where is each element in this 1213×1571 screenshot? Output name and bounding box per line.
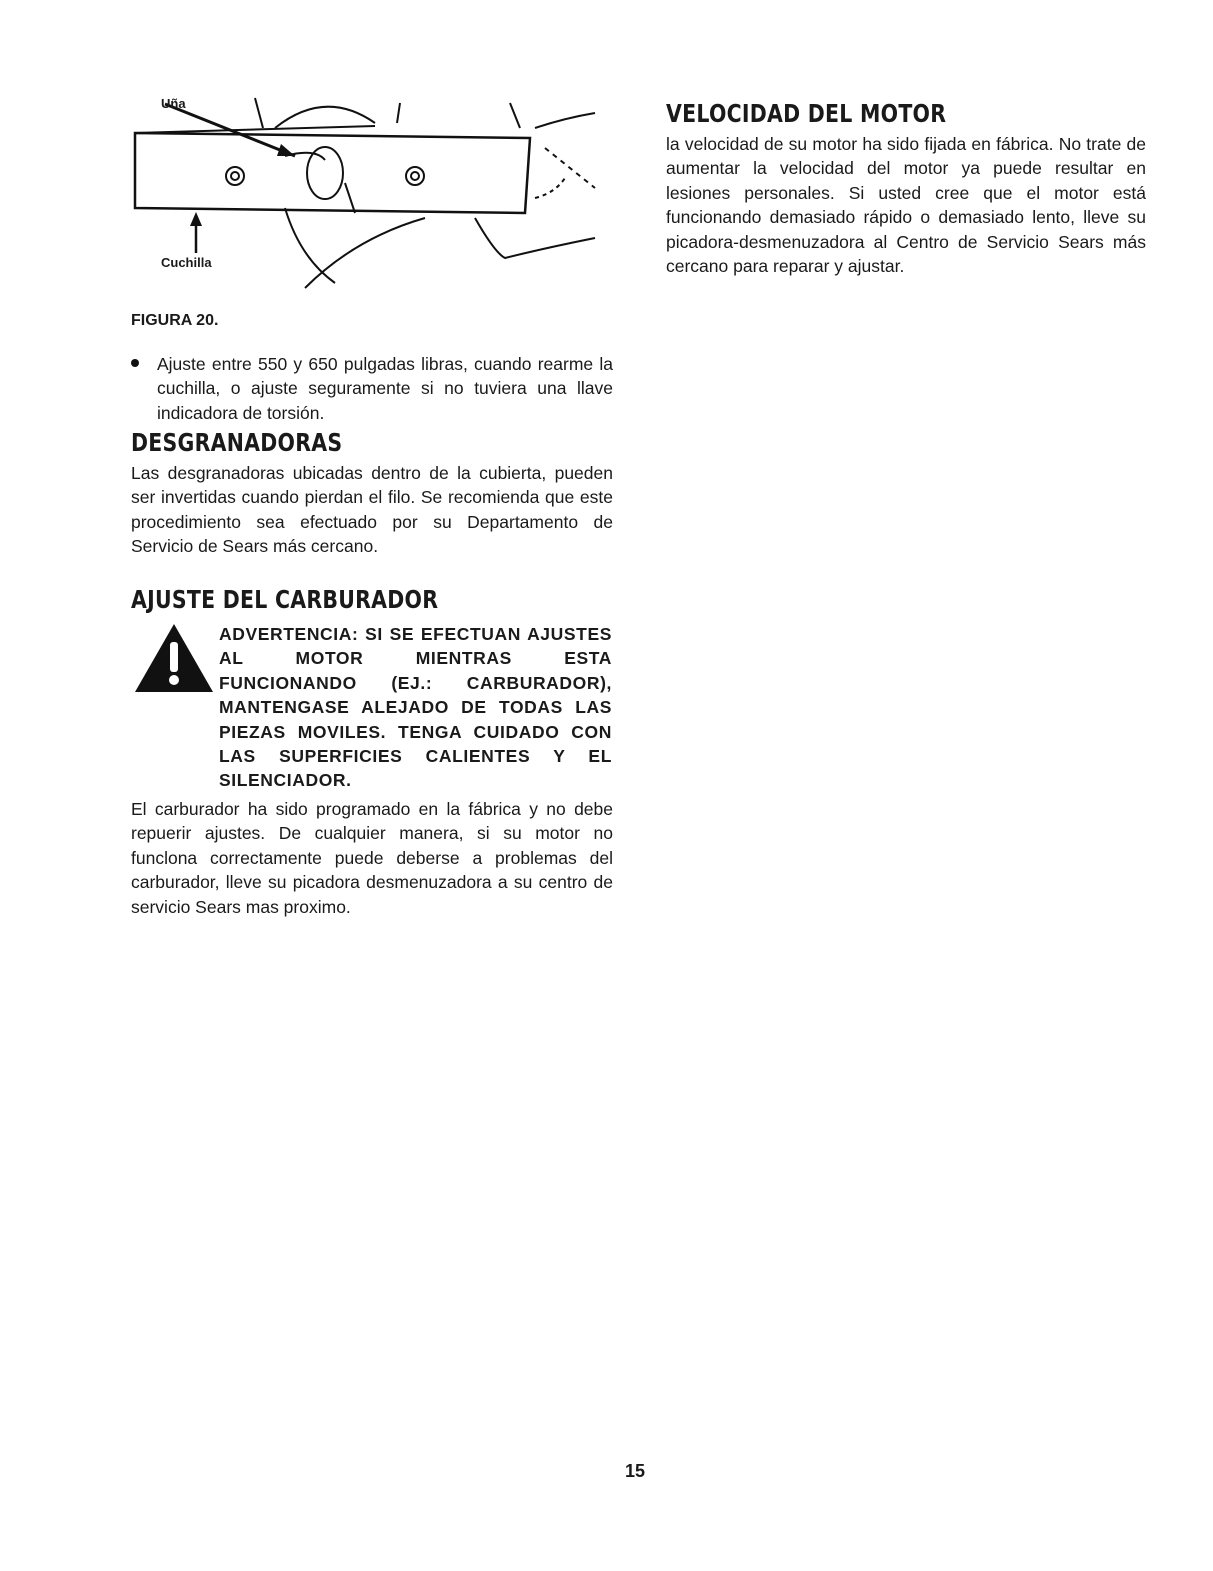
velocidad-heading: VELOCIDAD DEL MOTOR [666,99,947,128]
velocidad-body: la velocidad de su motor ha sido fijada en fábrica. No trate de aumentar la velocidad del motor ya puede resultar en lesiones personales. Si usted cree que el motor está funcionando demasiado rápido o demasiado lento, lleve su picadora-desmenuzadora al Centro de Servicio Sears más cercano para reparar y ajustar. [666,134,1146,277]
figure-label-una: Uña [161,96,186,111]
desgranadoras-body: Las desgranadoras ubicadas dentro de la cubierta, pueden ser invertidas cuando pierdan el filo. Se recomienda que este procedimiento sea efectuado por su Departamento de Servicio de Sears más cercano. [131,463,613,557]
warning-triangle-icon [133,622,215,694]
carburador-body: El carburador ha sido programado en la fábrica y no debe repuerir ajustes. De cualquier manera, si su motor no funclona correctamente puede deberse a problemas del carburador, lleve su picadora desmenuzadora a su centro de servicio Sears mas proximo. [131,799,613,917]
carburador-heading: AJUSTE DEL CARBURADOR [131,585,439,614]
carburador-warning: ADVERTENCIA: SI SE EFECTUAN AJUSTES AL MOTOR MIENTRAS ESTA FUNCIONANDO (EJ.: CARBURADOR), MANTENGASE ALEJADO DE TODAS LAS PIEZAS MOVILES. TENGA CUIDADO CON LAS SUPERFICIES CALIENTES Y EL SILENCIADOR. [219,624,612,791]
bullet-dot [131,359,139,367]
figure-label-cuchilla: Cuchilla [161,255,212,270]
page-number: 15 [625,1461,646,1481]
desgranadoras-heading: DESGRANADORAS [131,428,343,457]
torque-bullet-text: Ajuste entre 550 y 650 pulgadas libras, cuando rearme la cuchilla, o ajuste seguramente si no tuviera una llave indicadora de torsión. [157,354,613,423]
figure-caption: FIGURA 20. [131,312,219,329]
